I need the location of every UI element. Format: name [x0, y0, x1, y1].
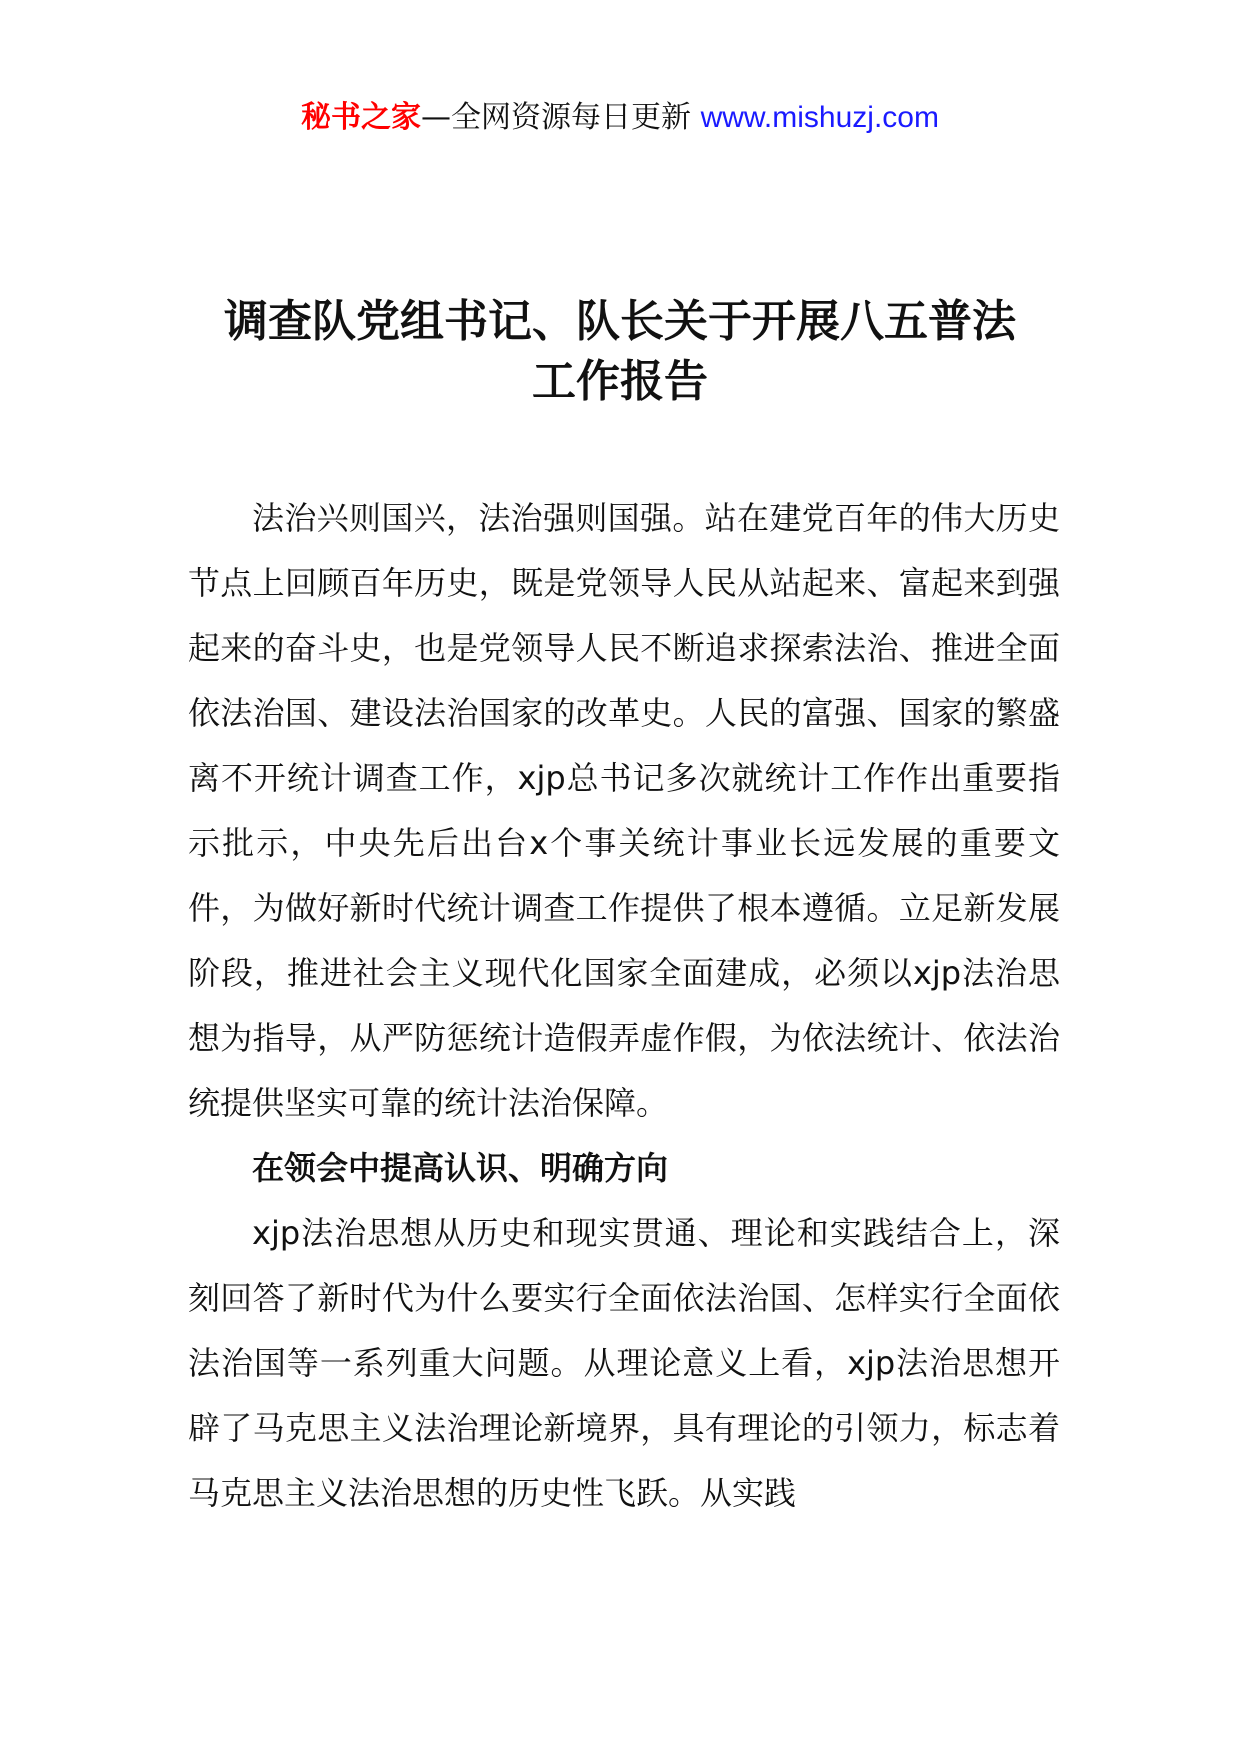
section-heading-1: 在领会中提高认识、明确方向: [252, 1149, 669, 1187]
site-banner: [0, 98, 1240, 138]
title-line-1: 调查队党组书记、队长关于开展八五普法: [224, 296, 1016, 347]
site-brand: 秘书之家: [301, 100, 422, 135]
body-paragraph-1: 法治兴则国兴，法治强则国强。站在建党百年的伟大历史节点上回顾百年历史，既是党领导人民从站起来、富起来到强起来的奋斗史，也是党领导人民不断追求探索法治、推进全面依法治国、建设法治国家的改革史。人民的富强、国家的繁盛离不开统计调查工作，xjp总书记多次就统计工作作出重要指示批示，中央先后出台x个事关统计事业长远发展的重要文件，为做好新时代统计调查工作提供了根本遵循。立足新发展阶段，推进社会主义现代化国家全面建成，必须以xjp法治思想为指导，从严防惩统计造假弄虚作假，为依法统计、依法治统提供坚实可靠的统计法治保障。: [188, 499, 1060, 1122]
body-paragraph-2: xjp法治思想从历史和现实贯通、理论和实践结合上，深刻回答了新时代为什么要实行全面依法治国、怎样实行全面依法治国等一系列重大问题。从理论意义上看，xjp法治思想开辟了马克思主义法治理论新境界，具有理论的引领力，标志着马克思主义法治思想的历史性飞跃。从实践: [188, 1214, 1060, 1512]
document-body: [188, 486, 1060, 1526]
site-url-link[interactable]: www.mishuzj.com: [700, 101, 939, 134]
site-tagline: —全网资源每日更新: [421, 100, 701, 135]
document-title: [150, 292, 1090, 412]
title-line-2: 工作报告: [532, 356, 708, 407]
